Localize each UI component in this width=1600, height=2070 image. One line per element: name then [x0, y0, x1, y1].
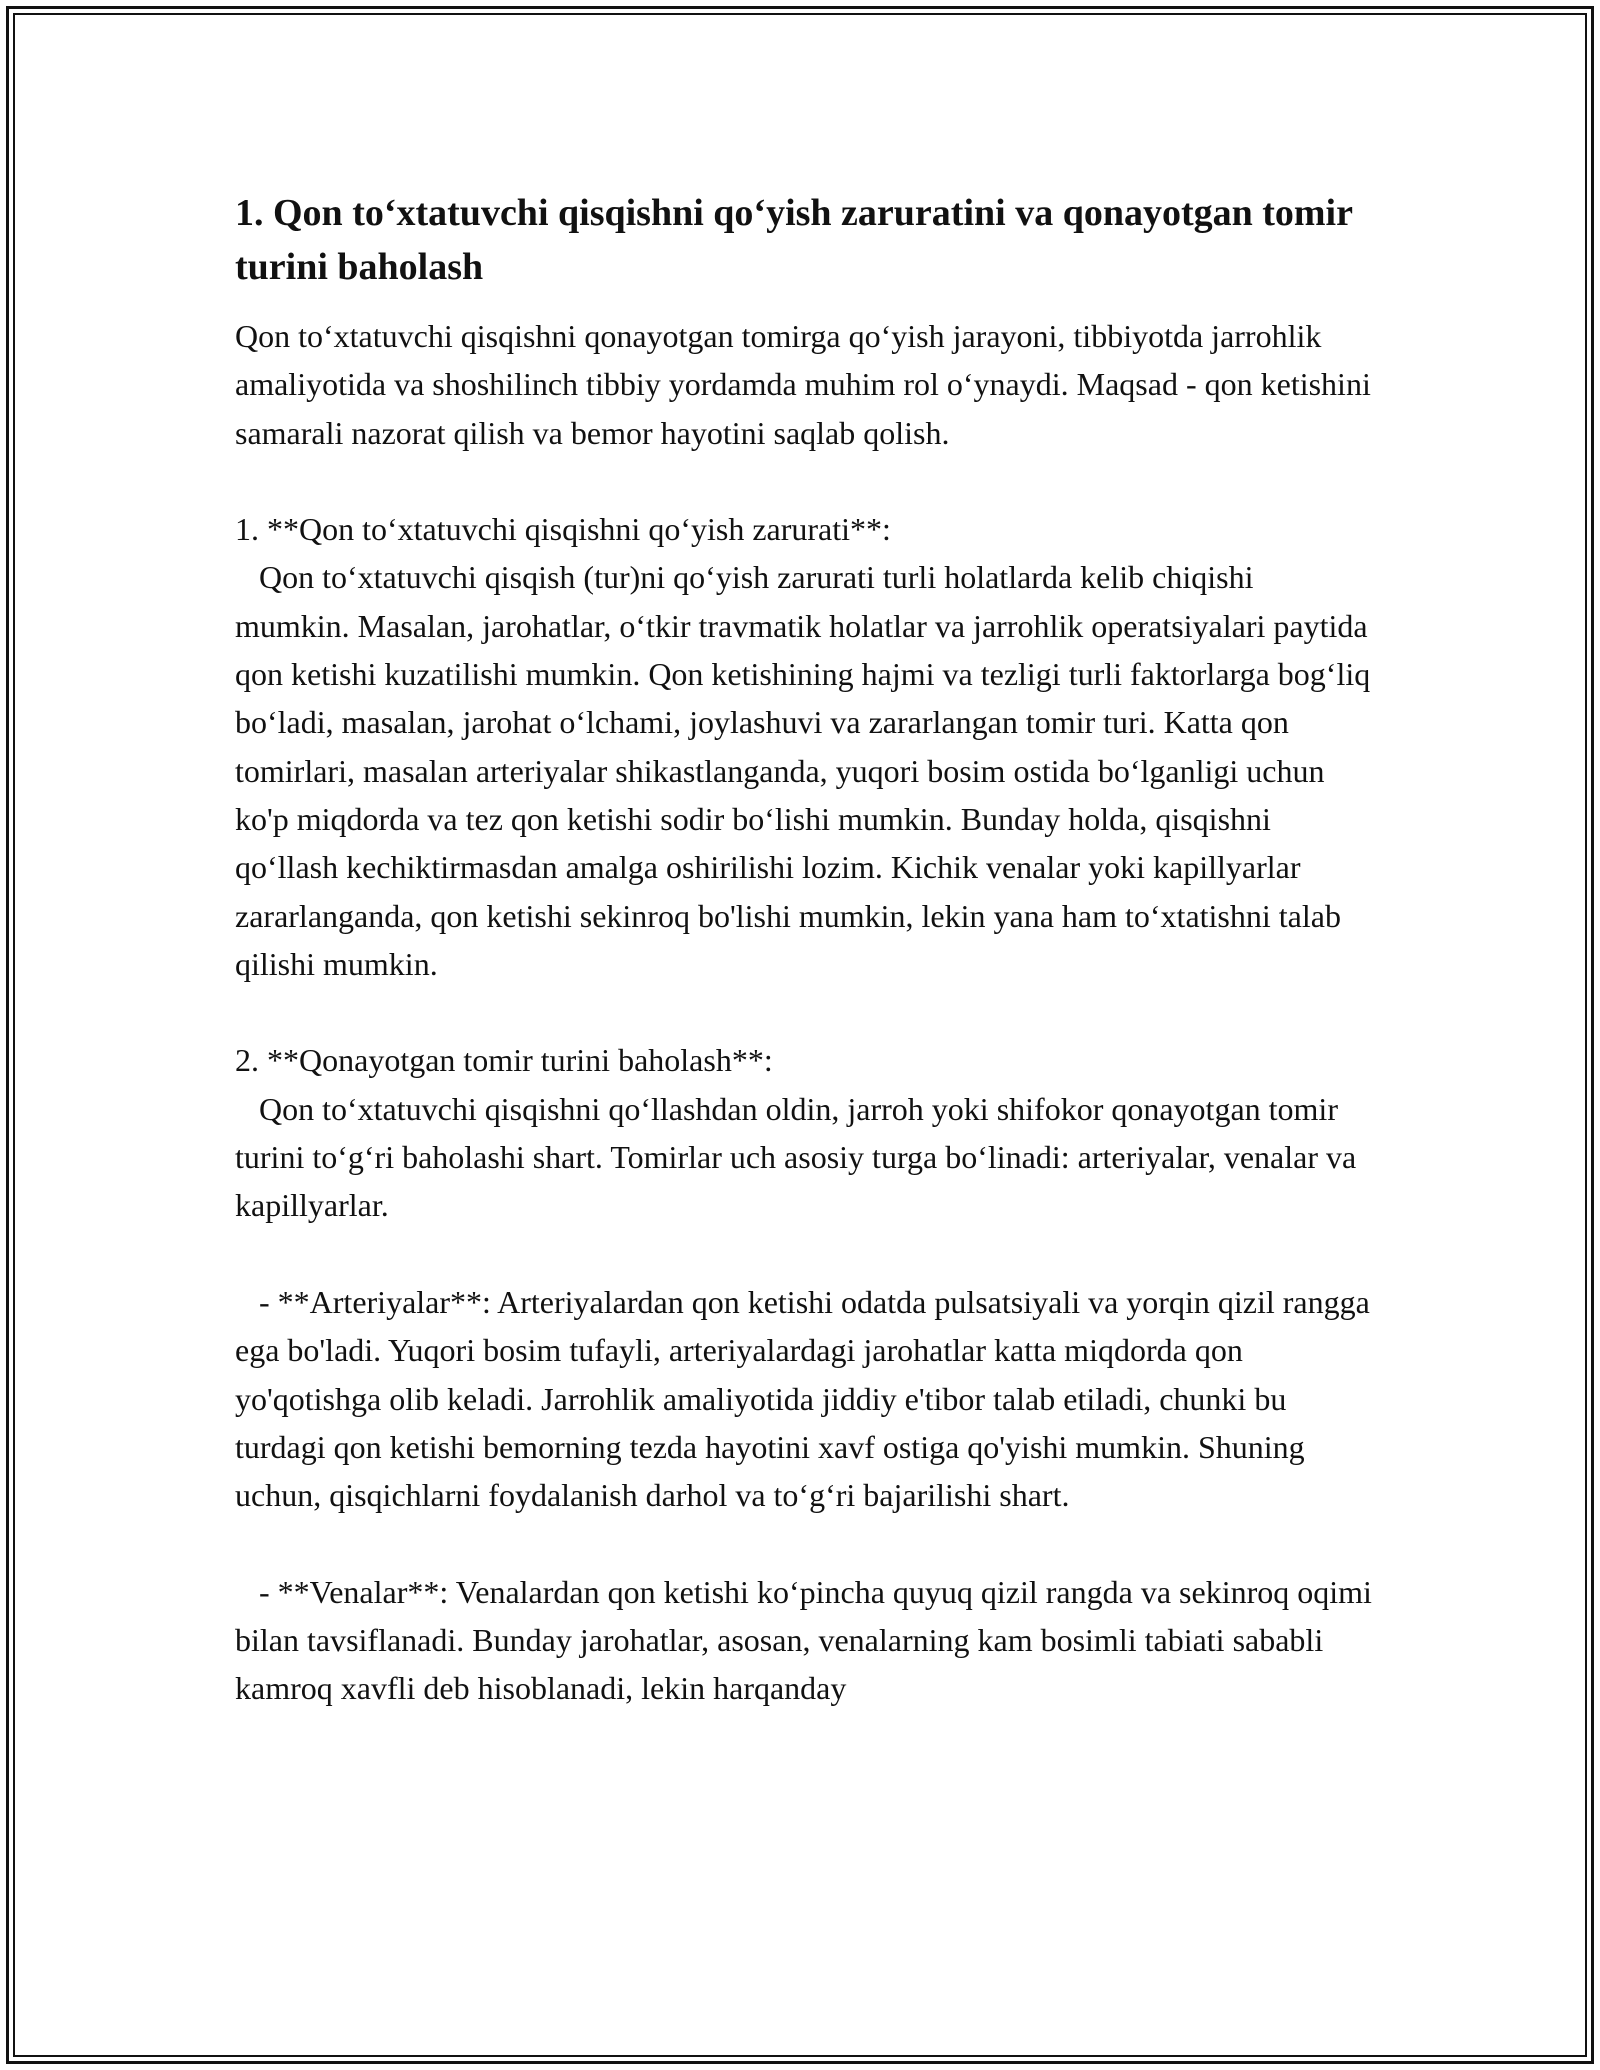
paragraph-section-1: 1. **Qon to‘xtatuvchi qisqishni qo‘yish zarurati**: Qon to‘xtatuvchi qisqish (tur)ni qo‘yish zarurati turli holatlarda kelib chiqishi mumkin. Masalan, jarohatlar, o‘tkir travmatik holatlar va jarrohlik operatsiyalari paytida qon ketishi kuzatilishi mumkin. Qon ketishining hajmi va tezligi turli faktorlarga bog‘liq bo‘ladi, masalan, jarohat o‘lchami, joylashuvi va zararlangan tomir turi. Katta qon tomirlari, masalan arteriyalar shikastlanganda, yuqori bosim ostida bo‘lganligi uchun ko'p miqdorda va tez qon ketishi sodir bo‘lishi mumkin. Bunday holda, qisqishni qo‘llash kechiktirmasdan amalga oshirilishi lozim. Kichik venalar yoki kapillyarlar zararlanganda, qon ketishi sekinroq bo'lishi mumkin, lekin yana ham to‘xtatishni talab qilishi mumkin.: [235, 511, 1371, 982]
paragraph-arteries: - **Arteriyalar**: Arteriyalardan qon ketishi odatda pulsatsiyali va yorqin qizil rangga ega bo'ladi. Yuqori bosim tufayli, arteriyalardagi jarohatlar katta miqdorda qon yo'qotishga olib keladi. Jarrohlik amaliyotida jiddiy e'tibor talab etiladi, chunki bu turdagi qon ketishi bemorning tezda hayotini xavf ostiga qo'yishi mumkin. Shuning uchun, qisqichlarni foydalanish darhol va to‘g‘ri bajarilishi shart.: [235, 1283, 1378, 1514]
paragraph-intro: Qon to‘xtatuvchi qisqishni qonayotgan tomirga qo‘yish jarayoni, tibbiyotda jarrohlik amaliyotida va shoshilinch tibbiy yordamda muhim rol o‘ynaydi. Maqsad - qon ketishini samarali nazorat qilish va bemor hayotini saqlab qolish.: [235, 318, 1379, 451]
paragraph-blank: [235, 1230, 1375, 1278]
document-page: [235, 186, 1380, 1713]
paragraph-blank: [235, 457, 1375, 505]
paragraph-veins: - **Venalar**: Venalardan qon ketishi ko‘pincha quyuq qizil rangda va sekinroq oqimi bilan tavsiflanadi. Bunday jarohatlar, asosan, venalarning kam bosimli tabiati sababli kamroq xavfli deb hisoblanadi, lekin harqanday: [235, 1573, 1380, 1707]
document-title: 1. Qon to‘xtatuvchi qisqishni qo‘yish zaruratini va qonayotgan tomir turini baholash: [235, 192, 1353, 288]
paragraph-section-2: 2. **Qonayotgan tomir turini baholash**: Qon to‘xtatuvchi qisqishni qo‘llashdan oldin, jarroh yoki shifokor qonayotgan tomir turini to‘g‘ri baholashi shart. Tomirlar uch asosiy turga bo‘linadi: arteriyalar, venalar va kapillyarlar.: [235, 1042, 1357, 1224]
paragraph-blank: [235, 1519, 1375, 1567]
paragraph-blank: [235, 988, 1375, 1036]
